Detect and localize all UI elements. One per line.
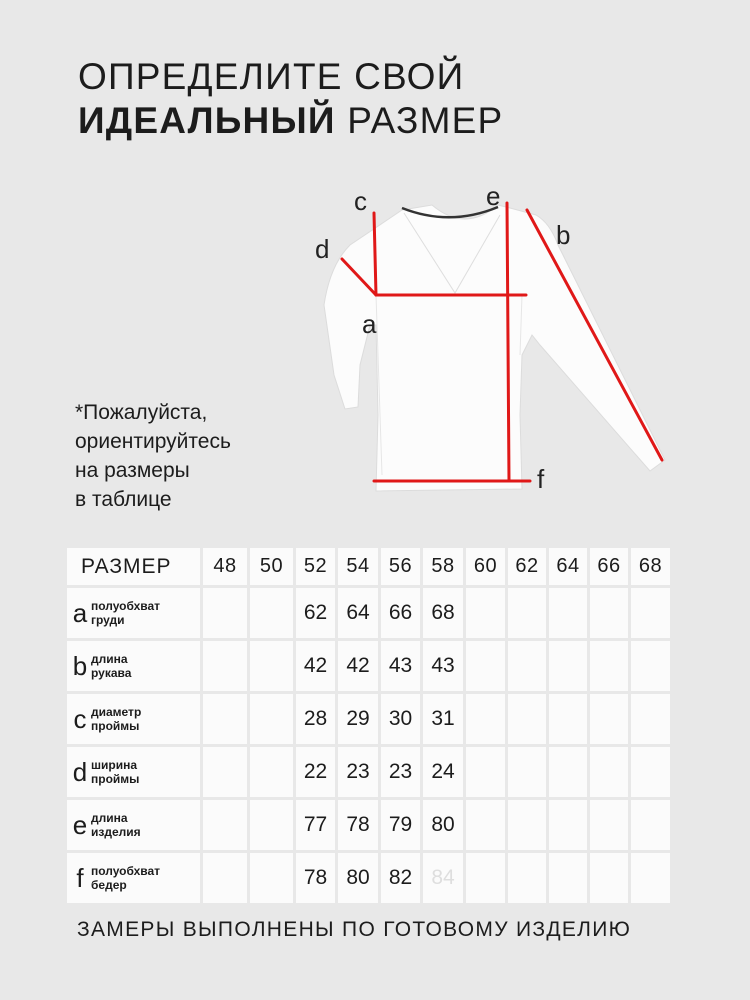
value-cell — [590, 800, 628, 850]
measure-letter: d — [72, 756, 88, 787]
value-cell: 84 — [423, 853, 463, 903]
diagram-label-b: b — [556, 220, 571, 250]
value-cell: 31 — [423, 694, 463, 744]
value-cell — [549, 641, 587, 691]
value-cell — [203, 747, 247, 797]
value-cell — [250, 800, 293, 850]
measure-label-cell — [67, 800, 200, 850]
value-cell: 78 — [338, 800, 378, 850]
value-cell — [508, 694, 546, 744]
value-cell — [549, 588, 587, 638]
value-cell — [508, 747, 546, 797]
value-cell — [203, 694, 247, 744]
value-cell — [250, 588, 293, 638]
table-row — [67, 853, 670, 903]
table-row — [67, 747, 670, 797]
size-header-cell: 66 — [590, 548, 628, 585]
size-header-cell: 50 — [250, 548, 293, 585]
diagram-label-e: e — [486, 181, 501, 211]
measure-description-line: длина — [91, 811, 128, 825]
measure-description — [91, 758, 139, 786]
measure-label-cell — [67, 588, 200, 638]
size-note — [75, 398, 231, 514]
value-cell: 77 — [296, 800, 335, 850]
value-cell — [549, 853, 587, 903]
value-cell: 23 — [381, 747, 420, 797]
value-cell: 68 — [423, 588, 463, 638]
measure-description — [91, 705, 141, 733]
value-cell — [631, 641, 670, 691]
value-cell — [466, 853, 505, 903]
value-cell — [466, 588, 505, 638]
value-cell — [203, 641, 247, 691]
measure-description-line: полуобхват — [91, 864, 161, 878]
value-cell: 22 — [296, 747, 335, 797]
measure-label-cell — [67, 747, 200, 797]
footer-note: ЗАМЕРЫ ВЫПОЛНЕНЫ ПО ГОТОВОМУ ИЗДЕЛИЮ — [77, 918, 632, 941]
note-line: на размеры — [75, 459, 190, 482]
value-cell: 80 — [338, 853, 378, 903]
value-cell — [631, 747, 670, 797]
value-cell: 64 — [338, 588, 378, 638]
page-title-line-2 — [78, 102, 503, 139]
measure-description — [91, 599, 160, 627]
measure-letter: c — [73, 703, 87, 734]
measure-description-line: ширина — [91, 758, 138, 772]
measure-description-line: груди — [91, 613, 125, 627]
measure-description-line: диаметр — [91, 705, 142, 719]
value-cell — [203, 588, 247, 638]
measure-description-line: изделия — [91, 825, 141, 839]
value-cell: 42 — [296, 641, 335, 691]
value-cell — [466, 694, 505, 744]
measure-description-line: рукава — [91, 666, 132, 680]
value-cell: 80 — [423, 800, 463, 850]
measure-description-line: проймы — [91, 772, 140, 786]
table-row — [67, 694, 670, 744]
measure-letter: e — [72, 809, 88, 840]
value-cell — [549, 800, 587, 850]
value-cell — [631, 694, 670, 744]
value-cell — [590, 641, 628, 691]
value-cell: 78 — [296, 853, 335, 903]
value-cell — [508, 641, 546, 691]
measure-line-c — [374, 213, 376, 295]
value-cell — [631, 853, 670, 903]
measure-line-e — [507, 203, 509, 481]
table-header-row — [67, 548, 670, 585]
value-cell — [549, 747, 587, 797]
value-cell: 23 — [338, 747, 378, 797]
size-header-cell: 64 — [549, 548, 587, 585]
measure-label-cell — [67, 694, 200, 744]
value-cell: 29 — [338, 694, 378, 744]
title-regular-word: РАЗМЕР — [347, 100, 504, 141]
diagram-label-f: f — [537, 464, 545, 494]
value-cell: 42 — [338, 641, 378, 691]
value-cell — [631, 588, 670, 638]
value-cell — [549, 694, 587, 744]
measure-description-line: проймы — [91, 719, 140, 733]
size-table — [64, 545, 673, 906]
value-cell — [590, 747, 628, 797]
value-cell — [508, 800, 546, 850]
note-line: *Пожалуйста, — [75, 401, 208, 424]
measure-letter: f — [76, 862, 84, 893]
table-row — [67, 588, 670, 638]
diagram-label-d: d — [315, 234, 330, 264]
value-cell — [466, 800, 505, 850]
value-cell — [250, 853, 293, 903]
value-cell: 43 — [381, 641, 420, 691]
value-cell: 28 — [296, 694, 335, 744]
size-header-cell: 68 — [631, 548, 670, 585]
value-cell — [590, 694, 628, 744]
value-cell: 24 — [423, 747, 463, 797]
note-line: ориентируйтесь — [75, 430, 231, 453]
table-row — [67, 800, 670, 850]
value-cell — [590, 853, 628, 903]
sweater-diagram — [300, 175, 680, 505]
measure-description-line: длина — [91, 652, 128, 666]
measure-description — [91, 652, 131, 680]
measure-label-cell — [67, 853, 200, 903]
size-header-cell: 56 — [381, 548, 420, 585]
size-header-cell: 60 — [466, 548, 505, 585]
measure-letter: b — [72, 650, 88, 681]
value-cell: 43 — [423, 641, 463, 691]
size-header-cell: 62 — [508, 548, 546, 585]
value-cell: 66 — [381, 588, 420, 638]
table-row — [67, 641, 670, 691]
measure-label-cell — [67, 641, 200, 691]
value-cell — [203, 853, 247, 903]
diagram-label-a: a — [362, 309, 377, 339]
size-header-cell: 54 — [338, 548, 378, 585]
note-line: в таблице — [75, 488, 172, 511]
value-cell: 82 — [381, 853, 420, 903]
value-cell — [250, 747, 293, 797]
value-cell: 79 — [381, 800, 420, 850]
value-cell — [250, 641, 293, 691]
value-cell — [466, 641, 505, 691]
value-cell — [250, 694, 293, 744]
measure-description — [91, 811, 141, 839]
value-cell — [203, 800, 247, 850]
value-cell — [631, 800, 670, 850]
size-header-cell: 48 — [203, 548, 247, 585]
diagram-label-c: c — [354, 186, 367, 216]
value-cell — [466, 747, 505, 797]
value-cell — [508, 588, 546, 638]
size-header-label: РАЗМЕР — [67, 548, 200, 585]
size-header-cell: 58 — [423, 548, 463, 585]
size-header-cell: 52 — [296, 548, 335, 585]
measure-letter: a — [72, 597, 88, 628]
page-title-line-1: ОПРЕДЕЛИТЕ СВОЙ — [78, 56, 465, 97]
title-bold-word: ИДЕАЛЬНЫЙ — [78, 100, 336, 141]
measure-description-line: бедер — [91, 878, 127, 892]
value-cell: 30 — [381, 694, 420, 744]
value-cell: 62 — [296, 588, 335, 638]
measure-description-line: полуобхват — [91, 599, 161, 613]
value-cell — [508, 853, 546, 903]
measure-description — [91, 864, 160, 892]
value-cell — [590, 588, 628, 638]
